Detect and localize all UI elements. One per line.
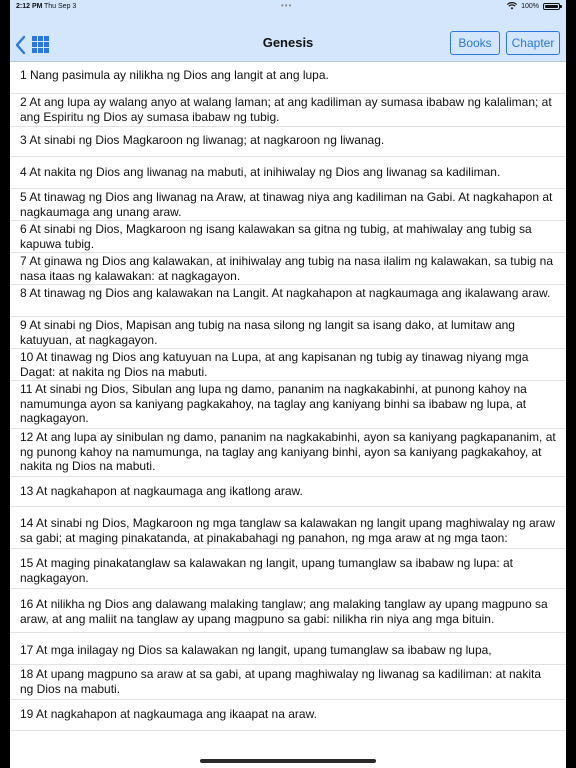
verse-1[interactable]: 1 Nang pasimula ay nilikha ng Dios ang langit at ang lupa.	[10, 68, 566, 94]
chapter-button[interactable]: Chapter	[506, 31, 560, 55]
navigation-bar	[10, 14, 566, 62]
battery-icon	[543, 3, 560, 10]
verse-13[interactable]: 13 At nagkahapon at nagkaumaga ang ikatlong araw.	[10, 484, 566, 507]
status-time: 2:12 PM	[16, 3, 43, 10]
verse-3[interactable]: 3 At sinabi ng Dios Magkaroon ng liwanag; at nagkaroon ng liwanag.	[10, 133, 566, 157]
verse-2[interactable]: 2 At ang lupa ay walang anyo at walang laman; at ang kadiliman ay sumasa ibabaw ng kalaliman; at ang Espiritu ng Dios ay sumasa ibabaw ng tubig.	[10, 94, 566, 127]
verse-16[interactable]: 16 At nilikha ng Dios ang dalawang malaking tanglaw; ang malaking tanglaw ay upang magpuno sa araw, at ang maliit na tanglaw ay upang magpuno sa gabi: nilikha rin niya ang mga bituin.	[10, 597, 566, 633]
battery-percentage: 100%	[521, 2, 539, 10]
books-button[interactable]: Books	[450, 31, 500, 55]
status-date: Thu Sep 3	[44, 3, 77, 10]
status-bar	[10, 0, 566, 14]
home-indicator[interactable]	[200, 759, 376, 763]
verse-19[interactable]: 19 At nagkahapon at nagkaumaga ang ikaapat na araw.	[10, 707, 566, 731]
verse-7[interactable]: 7 At ginawa ng Dios ang kalawakan, at inihiwalay ang tubig na nasa ilalim ng kalawakan, sa tubig na nasa itaas ng kalawakan: at nagkagayon.	[10, 254, 566, 285]
verse-list[interactable]	[10, 61, 566, 768]
verse-10[interactable]: 10 At tinawag ng Dios ang katuyuan na Lupa, at ang kapisanan ng tubig ay tinawag niyang mga Dagat: at nakita ng Dios na mabuti.	[10, 350, 566, 381]
verse-15[interactable]: 15 At maging pinakatanglaw sa kalawakan ng langit, upang tumanglaw sa ibabaw ng lupa: at nagkagayon.	[10, 556, 566, 589]
page-title: Genesis	[262, 35, 314, 50]
verse-4[interactable]: 4 At nakita ng Dios ang liwanag na mabuti, at inihiwalay ng Dios ang liwanag sa kadiliman.	[10, 165, 566, 189]
app-screen	[10, 0, 566, 768]
wifi-icon	[507, 2, 517, 10]
verse-18[interactable]: 18 At upang magpuno sa araw at sa gabi, at upang maghiwalay ng liwanag sa kadiliman: at nakita ng Dios na mabuti.	[10, 667, 566, 700]
multitasking-dots[interactable]: •••	[281, 1, 293, 10]
verse-14[interactable]: 14 At sinabi ng Dios, Magkaroon ng mga tanglaw sa kalawakan ng langit upang maghiwalay ng araw sa gabi; at maging pinakatanda, at pinakabahagi ng panahon, ng mga araw at ng mga taon:	[10, 516, 566, 549]
verse-12[interactable]: 12 At ang lupa ay sinibulan ng damo, pananim na nagkakabinhi, ayon sa kaniyang pagkapananim, at ng punong kahoy na namumunga, na taglay ang kaniyang binhi, ayon sa kaniyang pagkakahoy, at nakita ng Dios na mabuti.	[10, 430, 566, 477]
verse-11[interactable]: 11 At sinabi ng Dios, Sibulan ang lupa ng damo, pananim na nagkakabinhi, at punong kahoy na namumunga ayon sa kaniyang pagkakahoy, na taglay ang kaniyang binhi sa ibabaw ng lupa, at nagkagayon.	[10, 382, 566, 429]
verse-6[interactable]: 6 At sinabi ng Dios, Magkaroon ng isang kalawakan sa gitna ng tubig, at mahiwalay ang tubig sa kapuwa tubig.	[10, 222, 566, 253]
verse-8[interactable]: 8 At tinawag ng Dios ang kalawakan na Langit. At nagkahapon at nagkaumaga ang ikalawang araw.	[10, 286, 566, 317]
status-indicators	[507, 2, 560, 10]
verse-9[interactable]: 9 At sinabi ng Dios, Mapisan ang tubig na nasa silong ng langit sa isang dako, at lumitaw ang katuyuan, at nagkagayon.	[10, 318, 566, 349]
verse-17[interactable]: 17 At mga inilagay ng Dios sa kalawakan ng langit, upang tumanglaw sa ibabaw ng lupa,	[10, 643, 566, 665]
verse-5[interactable]: 5 At tinawag ng Dios ang liwanag na Araw, at tinawag niya ang kadiliman na Gabi. At nagkahapon at nagkaumaga ang unang araw.	[10, 190, 566, 221]
